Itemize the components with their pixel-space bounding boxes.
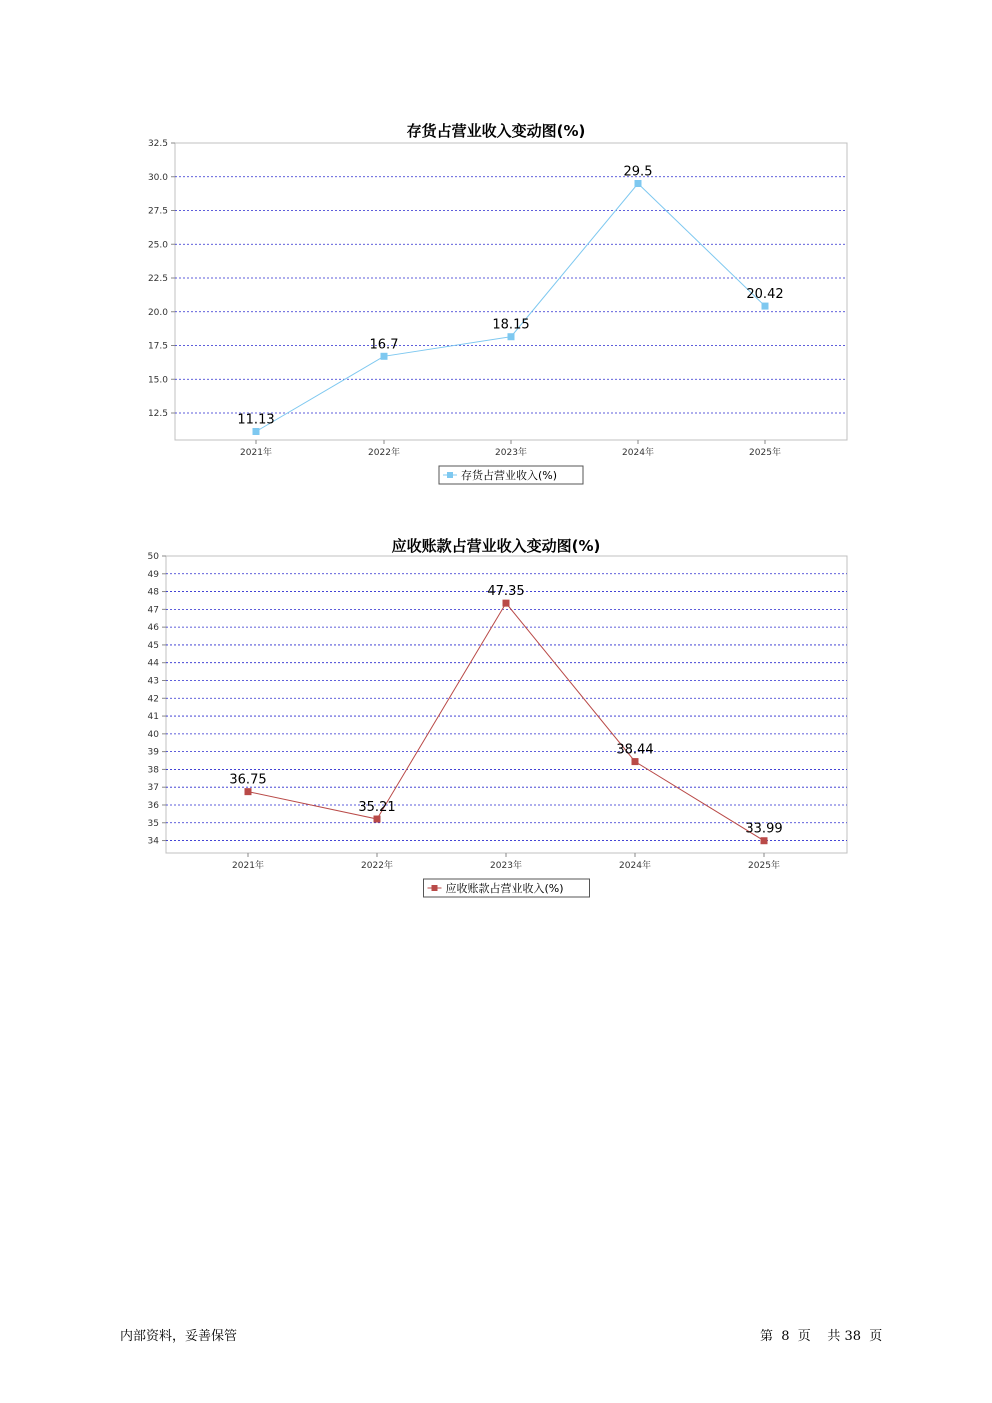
x-tick-label: 2024年 [619,861,651,871]
legend-label: 应收账款占营业收入(%) [445,882,564,895]
y-tick-label: 22.5 [147,274,168,284]
y-tick-label: 50 [147,552,159,562]
legend [424,879,590,897]
y-tick-label: 37 [147,783,159,794]
chart-svg [0,110,992,500]
data-point [381,353,388,360]
y-tick-label: 35 [147,818,159,829]
y-tick-label: 38 [147,765,159,776]
y-tick-label: 30.0 [147,172,168,183]
x-tick-label: 2022年 [368,448,400,458]
x-tick-label: 2023年 [490,861,522,871]
footer-page-number: 第 8 页 共 38 页 [760,1329,883,1344]
data-point [632,758,639,765]
y-tick-label: 15.0 [147,375,168,386]
x-tick-label: 2022年 [361,861,393,871]
x-tick-label: 2023年 [495,448,527,458]
y-tick-label: 20.0 [147,307,168,318]
y-tick-label: 34 [147,836,159,847]
data-label: 47.35 [487,584,525,600]
data-label: 38.44 [616,742,654,758]
y-tick-label: 49 [147,569,159,580]
data-label: 16.7 [369,337,399,353]
y-tick-label: 39 [147,747,159,758]
legend-marker [447,472,453,478]
y-tick-label: 47 [147,605,159,616]
y-tick-label: 27.5 [147,206,168,217]
footer-confidential-note: 内部资料，妥善保管 [120,1329,238,1344]
legend-label: 存货占营业收入(%) [461,469,558,482]
chart-svg [0,525,992,915]
y-tick-label: 48 [147,587,159,598]
y-tick-label: 45 [147,640,159,651]
y-tick-label: 41 [147,712,159,723]
data-label: 11.13 [237,412,275,428]
y-tick-label: 44 [147,658,159,669]
data-point [253,428,260,435]
y-tick-label: 17.5 [147,341,168,352]
data-label: 18.15 [492,317,530,333]
inventory-ratio-chart [0,110,992,500]
y-tick-label: 25.0 [147,240,168,251]
legend-marker [432,885,438,891]
data-point [761,837,768,844]
data-label: 29.5 [623,164,653,180]
x-tick-label: 2021年 [240,448,272,458]
x-tick-label: 2021年 [232,861,264,871]
data-label: 33.99 [745,821,783,837]
chart-title: 存货占营业收入变动图(%) [406,122,586,140]
data-label: 20.42 [746,287,784,303]
y-tick-label: 40 [147,729,159,740]
x-tick-label: 2025年 [749,448,781,458]
data-point [245,788,252,795]
y-tick-label: 42 [147,694,159,705]
data-point [762,303,769,310]
x-tick-label: 2024年 [622,448,654,458]
x-tick-label: 2025年 [748,861,780,871]
data-label: 35.21 [358,800,396,816]
receivables-ratio-chart [0,525,992,915]
data-point [508,333,515,340]
chart-title: 应收账款占营业收入变动图(%) [391,537,601,555]
y-tick-label: 43 [147,676,159,687]
y-tick-label: 32.5 [147,139,168,149]
y-tick-label: 12.5 [147,409,168,419]
legend [439,466,583,484]
data-point [374,816,381,823]
data-label: 36.75 [229,772,267,788]
data-point [635,180,642,187]
data-point [503,600,510,607]
y-tick-label: 36 [147,800,159,811]
y-tick-label: 46 [147,623,159,634]
